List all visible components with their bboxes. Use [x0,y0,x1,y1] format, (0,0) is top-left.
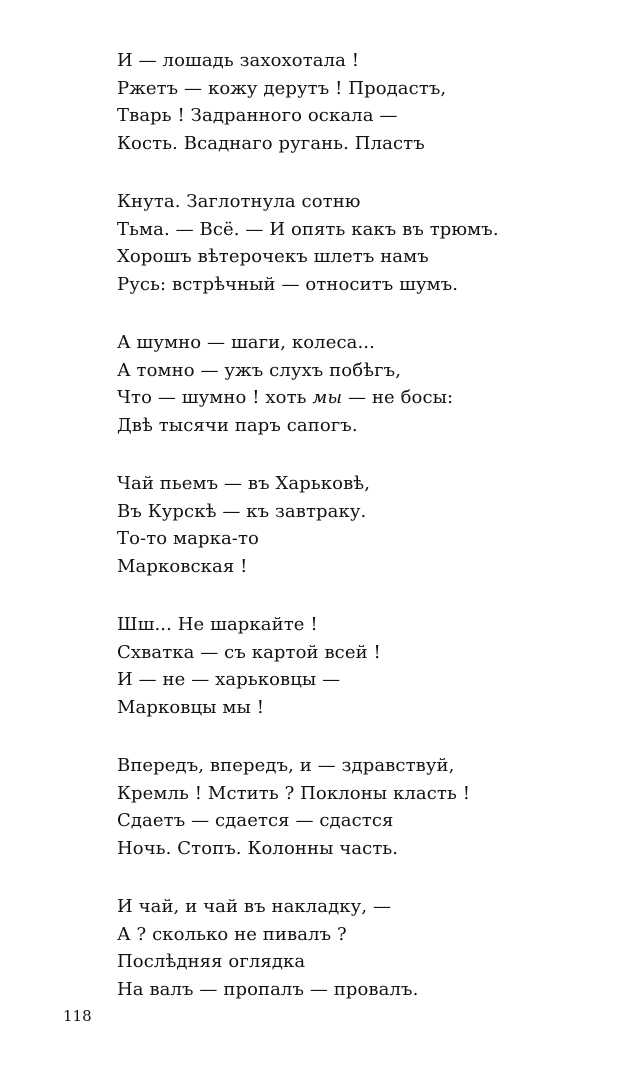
stanza-3 [117,329,597,439]
stanza-6 [117,752,597,862]
poem-line: Русь: встрѣчный — относитъ шумъ. [117,273,459,295]
poem-line: Послѣдняя оглядка [117,951,306,972]
poem-line: Ржетъ — кожу дерутъ ! Продастъ, [117,77,447,99]
poem-line: Тварь ! Задранного оскала — [117,105,398,126]
poem-line: И — не — харьковцы — [117,669,341,690]
poem-line: Чай пьемъ — въ Харьковѣ, [117,473,371,494]
poem-line: Шш... Не шаркайте ! [117,614,318,635]
poem-line: Въ Курскѣ — къ завтраку. [117,500,367,522]
poem-line: Хорошъ вѣтерочекъ шлетъ намъ [117,246,429,267]
poem-line: Ночь. Стопъ. Колонны часть. [117,837,399,859]
stanza-5 [117,611,597,721]
page-number: 118 [63,1007,92,1025]
poem-line: А томно — ужъ слухъ побѣгъ, [117,359,402,381]
poem-line-with-italic: Что — шумно ! хоть мы — не босы: [117,387,454,408]
poem-line: Тьма. — Всё. — И опять какъ въ трюмъ. [117,218,499,240]
stanza-2 [117,188,597,298]
stanza-1 [117,47,597,157]
poem-line: Сдаетъ — сдается — сдастся [117,810,394,831]
italic-emphasis: мы [312,387,343,408]
poem-line: Кнута. Заглотнула сотню [117,191,361,212]
poem-line: Марковцы мы ! [117,696,265,718]
poem-line: Двѣ тысячи паръ сапогъ. [117,414,358,436]
poem-line: То-то марка-то [117,528,259,549]
stanza-4 [117,470,597,580]
poem-line: И чай, и чай въ накладку, — [117,896,392,917]
poem-line: А шумно — шаги, колеса... [117,332,375,353]
poem-line: Кремль ! Мстить ? Поклоны класть ! [117,782,471,804]
poem-line: И — лошадь захохотала ! [117,50,360,71]
poem-line: Схватка — съ картой всей ! [117,641,381,663]
stanza-7 [117,893,597,1003]
poem-line: Впередъ, впередъ, и — здравствуй, [117,755,455,776]
poem-line: Марковская ! [117,555,248,577]
poem-line: А ? сколько не пивалъ ? [117,923,347,945]
poem-line: Кость. Всаднаго ругань. Пластъ [117,132,425,154]
poem-body [117,47,597,1034]
poem-line: На валъ — пропалъ — провалъ. [117,978,419,1000]
